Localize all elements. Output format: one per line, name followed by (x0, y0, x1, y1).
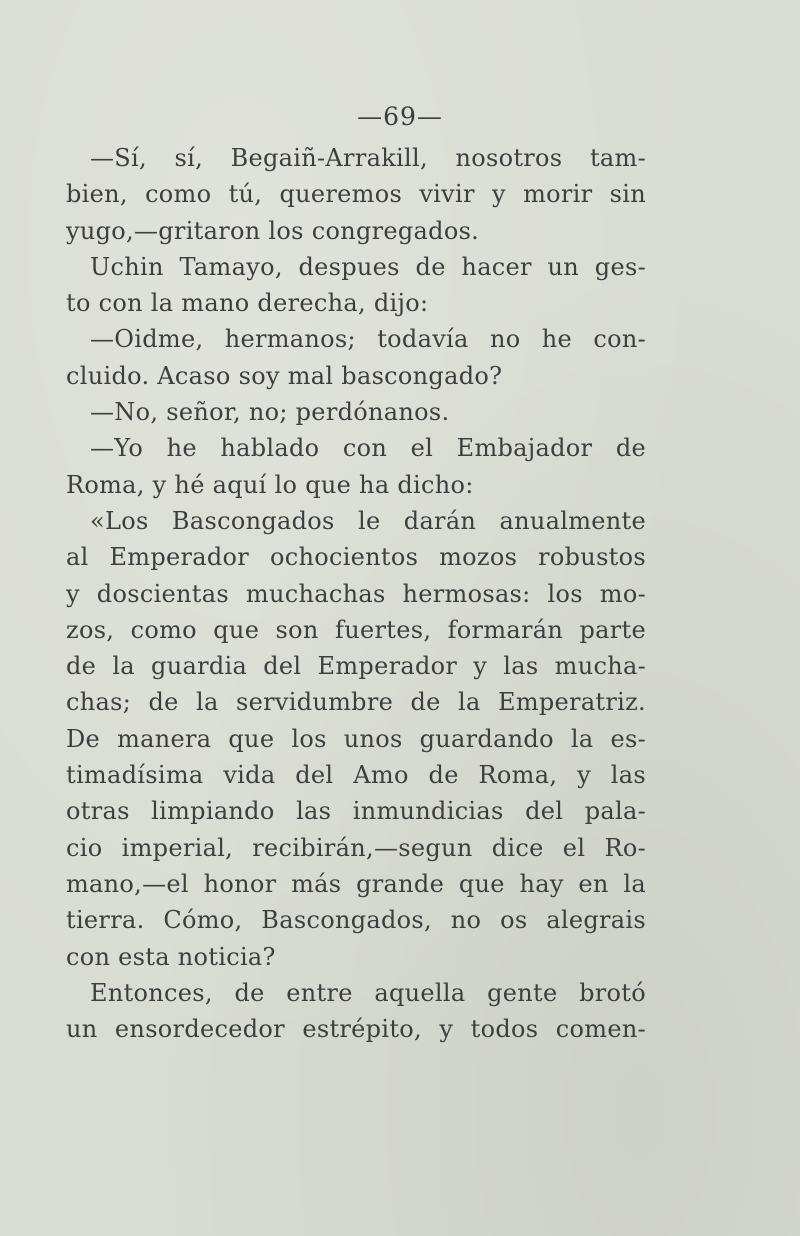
text-line: y doscientas muchachas hermosas: los mo- (66, 579, 646, 608)
text-line: Roma, y hé aquí lo que ha dicho: (66, 470, 474, 499)
text-line: mano,—el honor más grande que hay en la (66, 869, 646, 898)
text-line: otras limpiando las inmundicias del pala- (66, 797, 646, 826)
text-line: De manera que los unos guardando la es- (66, 724, 646, 753)
text-line: zos, como que son fuertes, formarán parte (66, 615, 646, 644)
text-line: —Oidme, hermanos; todavía no he con- (90, 325, 646, 354)
text-line: chas; de la servidumbre de la Emperatriz. (66, 688, 646, 717)
text-line: to con la mano derecha, dijo: (66, 289, 429, 318)
page-text (66, 140, 646, 1047)
text-line: un ensordecedor estrépito, y todos comen- (66, 1015, 646, 1044)
text-line: bien, como tú, queremos vivir y morir sin (66, 180, 646, 209)
text-line: cio imperial, recibirán,—segun dice el Ro- (66, 833, 646, 862)
text-line: —Sí, sí, Begaiñ-Arrakill, nosotros tam- (90, 144, 646, 172)
text-line: Entonces, de entre aquella gente brotó (90, 978, 646, 1007)
text-line: timadísima vida del Amo de Roma, y las (66, 761, 646, 790)
text-line: Uchin Tamayo, despues de hacer un ges- (90, 252, 646, 281)
text-line: con esta noticia? (66, 942, 276, 971)
text-line: «Los Bascongados le darán anualmente (90, 506, 646, 535)
text-line: cluido. Acaso soy mal bascongado? (66, 361, 503, 390)
text-line: de la guardia del Emperador y las mucha- (66, 652, 646, 681)
text-line: —No, señor, no; perdónanos. (90, 398, 450, 427)
text-line: yugo,—gritaron los congregados. (66, 216, 480, 245)
text-line: —Yo he hablado con el Embajador de (90, 434, 646, 463)
page-number: —69— (357, 102, 443, 131)
text-line: tierra. Cómo, Bascongados, no os alegrais (66, 906, 646, 935)
text-line: al Emperador ochocientos mozos robustos (66, 543, 646, 572)
